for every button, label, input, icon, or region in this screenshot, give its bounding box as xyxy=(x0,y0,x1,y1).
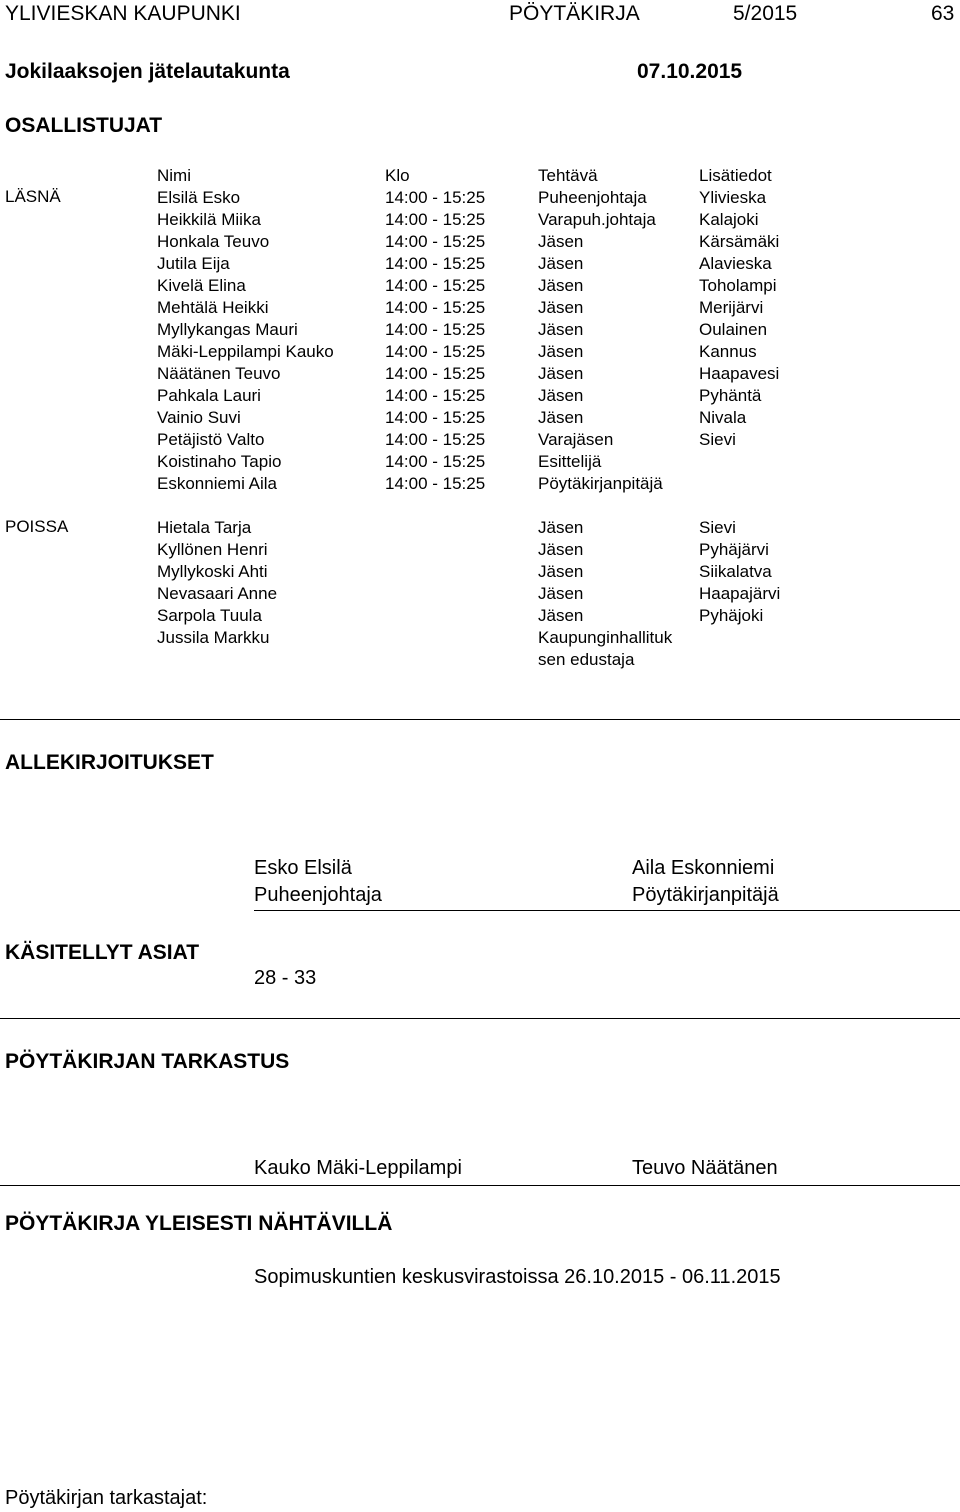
participant-time: 14:00 - 15:25 xyxy=(385,232,486,251)
participant-role: Jäsen xyxy=(538,254,584,273)
public-title: PÖYTÄKIRJA YLEISESTI NÄHTÄVILLÄ xyxy=(5,1212,393,1235)
absent-info: Haapajärvi xyxy=(699,584,781,603)
participant-name: Heikkilä Miika xyxy=(157,210,261,229)
participant-role: Jäsen xyxy=(538,364,584,383)
participant-name: Näätänen Teuvo xyxy=(157,364,281,383)
participant-name: Jutila Eija xyxy=(157,254,230,273)
meeting-date: 07.10.2015 xyxy=(637,60,743,83)
divider xyxy=(0,1018,960,1019)
participant-name: Honkala Teuvo xyxy=(157,232,270,251)
participant-role: Jäsen xyxy=(538,276,584,295)
participant-time: 14:00 - 15:25 xyxy=(385,320,486,339)
participant-time: 14:00 - 15:25 xyxy=(385,210,486,229)
present-label: LÄSNÄ xyxy=(5,187,61,206)
participant-role: Jäsen xyxy=(538,232,584,251)
signatures-title: ALLEKIRJOITUKSET xyxy=(5,751,214,774)
divider xyxy=(0,719,960,720)
city-name: YLIVIESKAN KAUPUNKI xyxy=(5,2,241,25)
absent-role: Jäsen xyxy=(538,606,584,625)
participant-info: Ylivieska xyxy=(699,188,767,207)
absent-role: Jäsen xyxy=(538,562,584,581)
participant-time: 14:00 - 15:25 xyxy=(385,474,486,493)
participant-time: 14:00 - 15:25 xyxy=(385,254,486,273)
participant-time: 14:00 - 15:25 xyxy=(385,386,486,405)
reviewer-name: Kauko Mäki-Leppilampi xyxy=(254,1157,462,1179)
participant-time: 14:00 - 15:25 xyxy=(385,342,486,361)
absent-role: Jäsen xyxy=(538,584,584,603)
participant-info: Nivala xyxy=(699,408,747,427)
participant-time: 14:00 - 15:25 xyxy=(385,452,486,471)
participant-time: 14:00 - 15:25 xyxy=(385,408,486,427)
signer-role: Pöytäkirjanpitäjä xyxy=(632,884,779,906)
absent-role: Jäsen xyxy=(538,540,584,559)
participant-info: Kalajoki xyxy=(699,210,759,229)
reviewer-name: Teuvo Näätänen xyxy=(632,1157,778,1179)
participant-info: Sievi xyxy=(699,430,736,449)
participant-time: 14:00 - 15:25 xyxy=(385,364,486,383)
absent-name: Jussila Markku xyxy=(157,628,270,647)
committee-name: Jokilaaksojen jätelautakunta xyxy=(5,60,290,83)
signature-line xyxy=(254,910,960,911)
absent-name: Sarpola Tuula xyxy=(157,606,262,625)
signer-name: Aila Eskonniemi xyxy=(632,857,775,879)
participant-role: Jäsen xyxy=(538,298,584,317)
participant-role: Pöytäkirjanpitäjä xyxy=(538,474,663,493)
participant-time: 14:00 - 15:25 xyxy=(385,188,486,207)
absent-info: Sievi xyxy=(699,518,736,537)
participant-info: Kärsämäki xyxy=(699,232,780,251)
absent-name: Nevasaari Anne xyxy=(157,584,278,603)
column-header-role: Tehtävä xyxy=(538,166,598,185)
absent-name: Hietala Tarja xyxy=(157,518,252,537)
absent-role: Jäsen xyxy=(538,518,584,537)
absent-role: Kaupunginhallituk xyxy=(538,628,673,647)
participant-info: Kannus xyxy=(699,342,757,361)
reviewers-label: Pöytäkirjan tarkastajat: xyxy=(5,1487,208,1509)
absent-info: Pyhäjoki xyxy=(699,606,764,625)
items-range: 28 - 33 xyxy=(254,967,317,989)
absent-label: POISSA xyxy=(5,517,69,536)
items-title: KÄSITELLYT ASIAT xyxy=(5,941,200,964)
participant-role: Esittelijä xyxy=(538,452,602,471)
participant-role: Jäsen xyxy=(538,386,584,405)
absent-name: Myllykoski Ahti xyxy=(157,562,268,581)
participant-role: Varapuh.johtaja xyxy=(538,210,656,229)
divider xyxy=(0,1185,960,1186)
participant-role: Jäsen xyxy=(538,320,584,339)
participant-info: Oulainen xyxy=(699,320,768,339)
participant-info: Pyhäntä xyxy=(699,386,762,405)
participant-info: Alavieska xyxy=(699,254,772,273)
participant-info: Merijärvi xyxy=(699,298,764,317)
absent-name: Kyllönen Henri xyxy=(157,540,268,559)
document-number: 5/2015 xyxy=(733,2,798,25)
absent-info: Pyhäjärvi xyxy=(699,540,769,559)
column-header-name: Nimi xyxy=(157,166,191,185)
signer-name: Esko Elsilä xyxy=(254,857,352,879)
review-title: PÖYTÄKIRJAN TARKASTUS xyxy=(5,1050,290,1073)
participant-name: Petäjistö Valto xyxy=(157,430,265,449)
page-number: 63 xyxy=(931,2,955,25)
participant-name: Myllykangas Mauri xyxy=(157,320,298,339)
participants-title: OSALLISTUJAT xyxy=(5,114,163,137)
absent-info: Siikalatva xyxy=(699,562,772,581)
participant-name: Vainio Suvi xyxy=(157,408,241,427)
participant-name: Kivelä Elina xyxy=(157,276,246,295)
column-header-time: Klo xyxy=(385,166,410,185)
column-header-info: Lisätiedot xyxy=(699,166,772,185)
signer-role: Puheenjohtaja xyxy=(254,884,382,906)
participant-time: 14:00 - 15:25 xyxy=(385,276,486,295)
absent-role: sen edustaja xyxy=(538,650,635,669)
participant-time: 14:00 - 15:25 xyxy=(385,430,486,449)
participant-name: Mehtälä Heikki xyxy=(157,298,269,317)
document-type: PÖYTÄKIRJA xyxy=(509,2,640,25)
participant-role: Jäsen xyxy=(538,408,584,427)
participant-name: Pahkala Lauri xyxy=(157,386,261,405)
participant-role: Varajäsen xyxy=(538,430,614,449)
participant-name: Elsilä Esko xyxy=(157,188,241,207)
participant-info: Toholampi xyxy=(699,276,777,295)
participant-role: Puheenjohtaja xyxy=(538,188,647,207)
participant-time: 14:00 - 15:25 xyxy=(385,298,486,317)
public-text: Sopimuskuntien keskusvirastoissa 26.10.2015 - 06.11.2015 xyxy=(254,1266,781,1288)
participant-role: Jäsen xyxy=(538,342,584,361)
participant-name: Mäki-Leppilampi Kauko xyxy=(157,342,334,361)
participant-info: Haapavesi xyxy=(699,364,780,383)
participant-name: Eskonniemi Aila xyxy=(157,474,278,493)
participant-name: Koistinaho Tapio xyxy=(157,452,282,471)
